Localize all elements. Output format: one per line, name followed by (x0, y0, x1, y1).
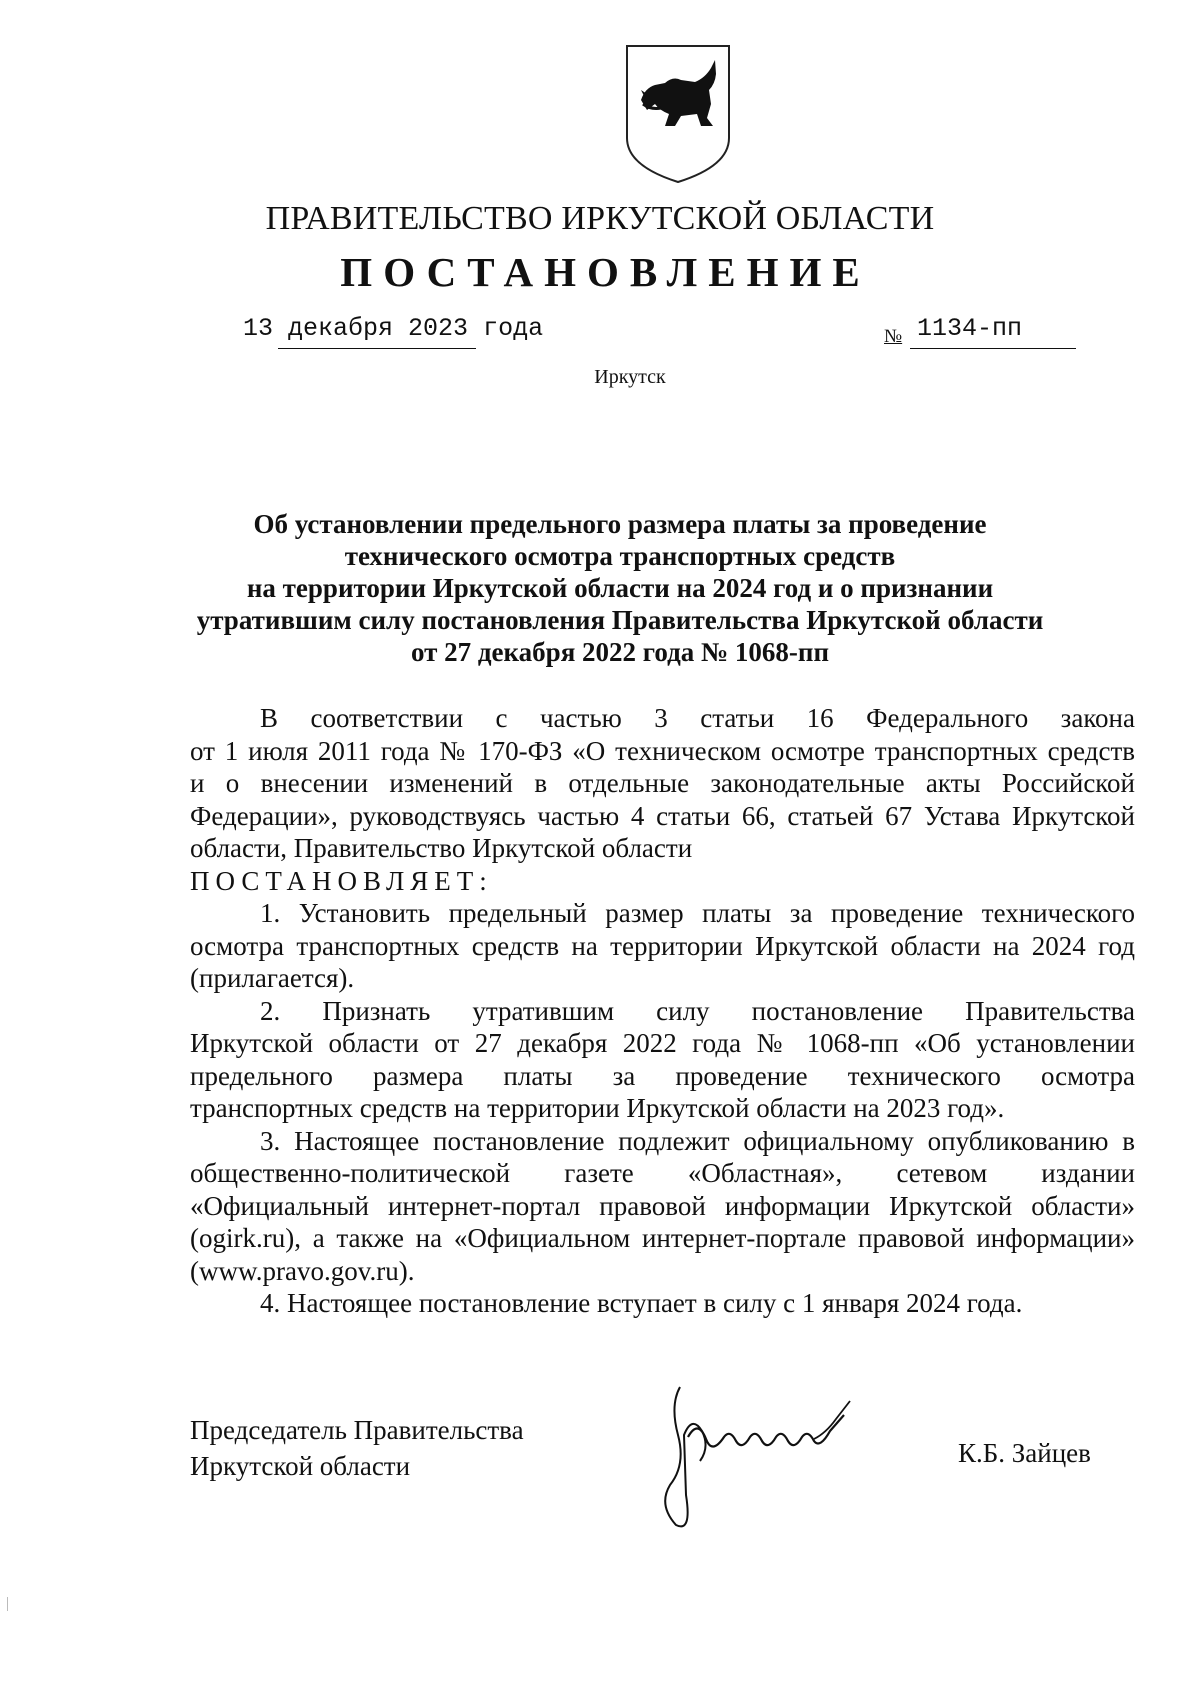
title-line: технического осмотра транспортных средств (344, 541, 896, 571)
body-line: (прилагается). (190, 963, 355, 993)
number-underline (910, 348, 1076, 349)
coat-of-arms-emblem (621, 38, 735, 186)
title-line: Об установлении предельного размера платы за проведение (253, 509, 987, 539)
document-number: 1134-пп (917, 314, 1023, 343)
body-line: и о внесении изменений в отдельные законодательные акты Российской (190, 768, 1135, 798)
body-line: 4. Настоящее постановление вступает в силу с 1 января 2024 года. (260, 1288, 1023, 1318)
document-body (190, 702, 1135, 1320)
body-line: транспортных средств на территории Иркутской области на 2023 год». (190, 1093, 1005, 1123)
scan-mark (7, 1597, 8, 1611)
position-line: Председатель Правительства (190, 1415, 524, 1445)
title-line: от 27 декабря 2022 года № 1068-пп (410, 637, 830, 667)
body-line: В соответствии с частью 3 статьи 16 Федерального закона (260, 703, 1135, 733)
body-line: от 1 июля 2011 года № 170-ФЗ «О техническом осмотре транспортных средств (190, 735, 1135, 766)
body-line: (www.pravo.gov.ru). (190, 1255, 415, 1286)
body-line: «Официальный интернет-портал правовой информации Иркутской области» (190, 1190, 1135, 1221)
signer-name: К.Б. Зайцев (958, 1438, 1091, 1468)
date-day: 13 (243, 314, 274, 343)
body-line: (ogirk.ru), а также на «Официальном интернет-портале правовой информации» (190, 1223, 1135, 1253)
body-line: Иркутской области от 27 декабря 2022 года № 1068-пп «Об установлении (190, 1028, 1135, 1058)
document-title (190, 508, 1050, 668)
body-line: предельного размера платы за проведение технического осмотра (190, 1060, 1135, 1091)
city: Иркутск (594, 366, 666, 388)
date-underline (278, 348, 476, 349)
number-label: № (884, 326, 903, 347)
date-month-year: декабря 2023 (288, 314, 469, 343)
government-name: ПРАВИТЕЛЬСТВО ИРКУТСКОЙ ОБЛАСТИ (265, 200, 935, 237)
title-line: утратившим силу постановления Правительства Иркутской области (196, 605, 1044, 635)
body-line: 1. Установить предельный размер платы за проведение технического (260, 898, 1135, 928)
body-line: осмотра транспортных средств на территории Иркутской области на 2024 год (190, 930, 1135, 961)
document-date (243, 314, 543, 343)
body-line: 2. Признать утратившим силу постановление Правительства (260, 995, 1135, 1026)
signer-position (190, 1412, 524, 1484)
title-line: на территории Иркутской области на 2024 год и о признании (246, 573, 994, 603)
body-line: общественно-политической газете «Областная», сетевом издании (190, 1158, 1135, 1188)
date-suffix: года (483, 314, 544, 343)
body-line: области, Правительство Иркутской области (190, 833, 693, 863)
position-line: Иркутской области (190, 1451, 411, 1481)
resolves-heading: ПОСТАНОВЛЯЕТ: (190, 865, 493, 896)
body-line: Федерации», руководствуясь частью 4 статьи 66, статьей 67 Устава Иркутской (190, 800, 1135, 831)
body-line: 3. Настоящее постановление подлежит официальному опубликованию в (260, 1125, 1135, 1156)
document-type: ПОСТАНОВЛЕНИЕ (340, 249, 871, 295)
handwritten-signature (640, 1375, 920, 1535)
